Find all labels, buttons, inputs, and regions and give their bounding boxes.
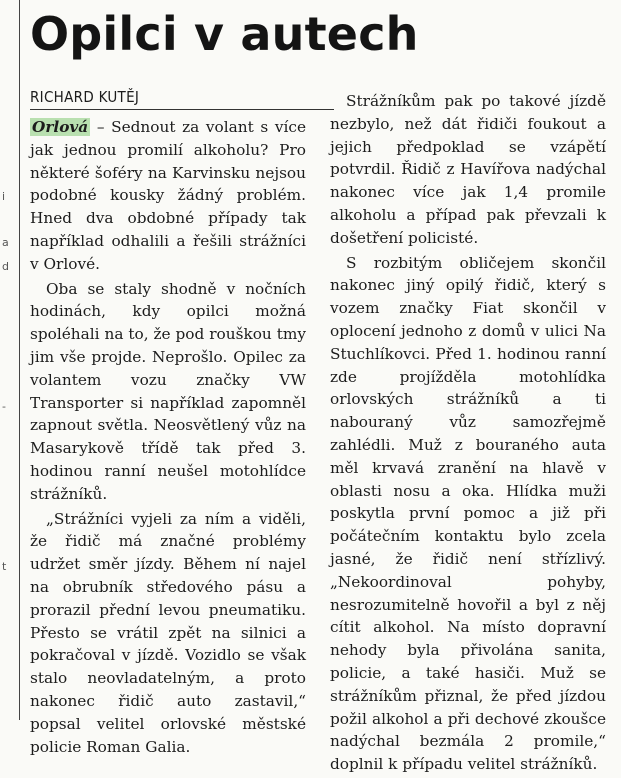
margin-fragment: - [2,400,6,413]
byline-rule [30,109,334,110]
margin-fragment: d [2,260,9,273]
adjacent-column-fragment [0,0,14,720]
article-column-right [330,90,606,778]
article-paragraph: Oba se staly shodně v nočních hodinách, kdy opilci možná spoléhali na to, že pod rouškou tmy jim vše projde. Neprošlo. Opilec za volantem vozu značky VW Transporter si například zapomněl zapnout světla. Neosvětlený vůz na Masarykově třídě tak před 3. hodinou ranní neušel motohlídce strážníků. [30,279,306,503]
article-paragraph [30,116,306,276]
dateline-dash: – [90,118,112,136]
article-column-left [30,116,306,760]
dateline: Orlová [32,118,89,136]
margin-fragment: a [2,236,9,249]
article-paragraph: „Strážníci vyjeli za ním a viděli, že řidič má značné problémy udržet směr jízdy. Během ní najel na obrubník středového pásu a prorazil přední levou pneumatiku. Přesto se vrátil zpět na silnici a pokračoval v jízdě. Vozidlo se však stalo neovladatelným, a proto nakonec řidič auto zastavil,“ popsal velitel orlovské městské policie Roman Galia. [30,509,306,756]
article-headline: Opilci v autech [30,7,419,61]
column-divider [19,0,20,720]
article-paragraph: S rozbitým obličejem skončil nakonec jiný opilý řidič, který s vozem značky Fiat skončil v oplocení jednoho z domů v ulici Na Stuchlíkovci. Před 1. hodinou ranní zde projížděla motohlídka orlovských strážníků a ti nabouraný vůz samozřejmě zahlédli. Muž z bouraného auta měl krvavá zranění na hlavě v oblasti nosu a oka. Hlídka muži poskytla první pomoc a již při počátečním kontaktu bylo zcela jasné, že řidič není střízlivý. „Nekoordinoval pohyby, nesrozumitelně hovořil a byl z něj cítit alkohol. Na místo dopravní nehody byla přivolána sanita, policie, a také hasiči. Muž se strážníkům přiznal, že před jízdou požil alkohol a při dechové zkoušce nadýchal bezmála 2 promile,“ doplnil k případu velitel strážníků. [330,253,606,774]
paragraph-text: Sednout za volant s více jak jednou promilí alkoholu? Pro některé šoféry na Karvinsku nejsou podobné kousky žádný problém. Hned dva obdobné případy tak například odhalili a řešili strážníci v Orlové. [30,118,306,273]
article-byline: RICHARD KUTĚJ [30,88,140,106]
margin-fragment: i [2,190,6,203]
article-paragraph: Strážníkům pak po takové jízdě nezbylo, než dát řidiči foukout a jejich předpoklad se vzápětí potvrdil. Řidič z Havířova nadýchal nakonec více jak 1,4 promile alkoholu a případ pak převzali k došetření policisté. [330,92,606,247]
margin-fragment: t [2,560,7,573]
